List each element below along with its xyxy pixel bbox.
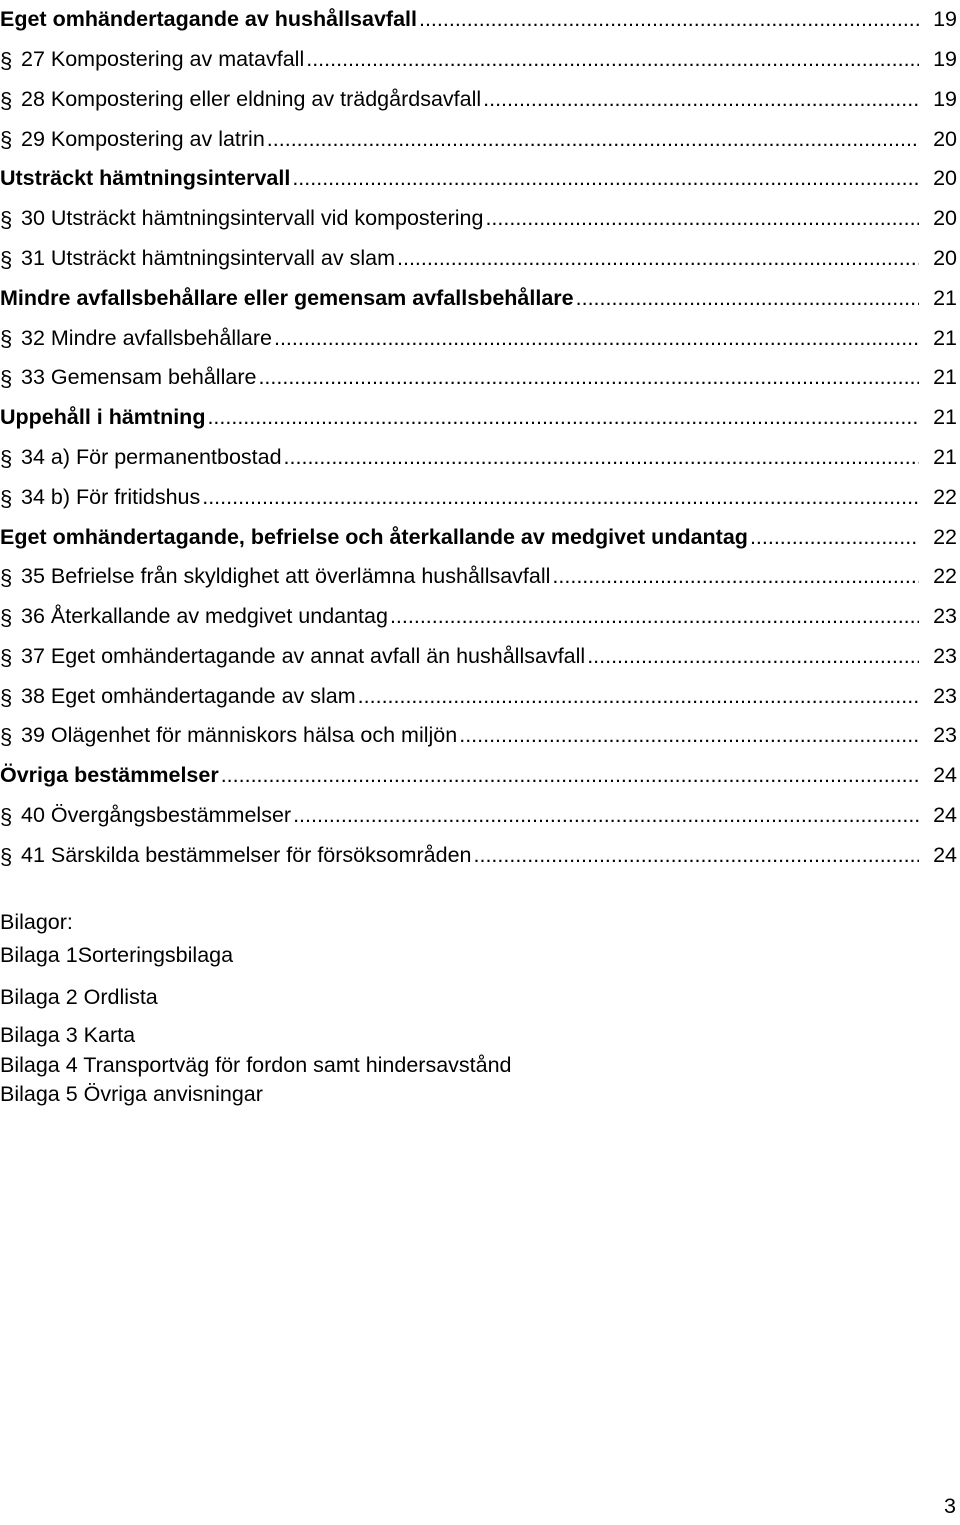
toc-entry[interactable] [0, 716, 960, 756]
toc-entry[interactable] [0, 318, 960, 358]
toc-entry-title: 34 b) För fritidshus [21, 484, 201, 509]
toc-entry-title: 29 Kompostering av latrin [21, 126, 265, 151]
toc-entry-title: 38 Eget omhändertagande av slam [21, 683, 356, 708]
toc-entry-page: 21 [933, 365, 957, 390]
toc-entry[interactable] [0, 836, 960, 876]
svg-text:§: § [0, 47, 12, 73]
toc-entry-title: Eget omhändertagande, befrielse och återkallande av medgivet undantag [0, 524, 748, 549]
toc-leader-dots [419, 9, 919, 31]
toc-leader-dots [293, 805, 919, 827]
toc-entry-page: 21 [933, 444, 957, 469]
toc-entry-title: Utsträckt hämtningsintervall [0, 166, 291, 191]
toc-leader-dots [207, 407, 919, 429]
toc-entry-title: 39 Olägenhet för människors hälsa och miljön [21, 723, 458, 748]
toc-leader-dots [292, 168, 919, 190]
toc-entry-title: 30 Utsträckt hämtningsintervall vid kompostering [21, 206, 484, 231]
toc-entry-page: 23 [933, 643, 957, 668]
toc-entry[interactable] [0, 478, 960, 518]
toc-entry-page: 21 [933, 325, 957, 350]
toc-entry-title: 40 Övergångsbestämmelser [21, 803, 292, 828]
toc-entry-page: 22 [933, 564, 957, 589]
toc-leader-dots [267, 129, 919, 151]
toc-entry-page: 21 [933, 405, 957, 430]
toc-entry-title: Eget omhändertagande av hushållsavfall [0, 7, 417, 32]
toc-entry-page: 19 [933, 46, 957, 71]
svg-text:§: § [0, 326, 12, 352]
toc-leader-dots [258, 367, 919, 389]
toc-entry[interactable] [0, 637, 960, 677]
section-sign-icon [0, 842, 12, 870]
toc-entry-page: 23 [933, 723, 957, 748]
svg-text:§: § [0, 87, 12, 113]
toc-entry-page: 19 [933, 7, 957, 32]
toc-entry-title: 37 Eget omhändertagande av annat avfall än hushållsavfall [21, 643, 586, 668]
toc-leader-dots [397, 248, 919, 270]
toc-leader-dots [576, 288, 919, 310]
toc-entry[interactable] [0, 279, 960, 319]
toc-leader-dots [552, 566, 919, 588]
toc-leader-dots [750, 527, 919, 549]
toc-entry-page: 24 [933, 842, 957, 867]
appendix-item: Bilaga 2 Ordlista [0, 985, 158, 1009]
toc-leader-dots [483, 89, 919, 111]
toc-leader-dots [485, 208, 919, 230]
toc-entry-title: 28 Kompostering eller eldning av trädgårdsavfall [21, 86, 482, 111]
svg-text:§: § [0, 366, 12, 392]
page-number: 3 [944, 1494, 956, 1518]
toc-leader-dots [587, 646, 919, 668]
toc-entry[interactable] [0, 517, 960, 557]
appendix-item: Bilaga 3 Karta [0, 1023, 136, 1047]
toc-entry[interactable] [0, 358, 960, 398]
toc-entry-page: 22 [933, 524, 957, 549]
section-sign-icon [0, 245, 12, 273]
svg-text:§: § [0, 724, 12, 750]
appendix-heading: Bilagor: [0, 910, 73, 934]
toc-leader-dots [202, 487, 919, 509]
toc-entry-page: 20 [933, 166, 957, 191]
toc-entry-page: 20 [933, 126, 957, 151]
section-sign-icon [0, 603, 12, 631]
toc-entry-title: 31 Utsträckt hämtningsintervall av slam [21, 245, 396, 270]
toc-entry[interactable] [0, 398, 960, 438]
svg-text:§: § [0, 127, 12, 153]
toc-entry-page: 20 [933, 245, 957, 270]
section-sign-icon [0, 46, 12, 74]
appendix-item: Bilaga 1Sorteringsbilaga [0, 943, 234, 967]
section-sign-icon [0, 364, 12, 392]
section-sign-icon [0, 722, 12, 750]
appendix-item: Bilaga 5 Övriga anvisningar [0, 1082, 263, 1106]
toc-leader-dots [221, 765, 919, 787]
toc-entry-page: 23 [933, 683, 957, 708]
svg-text:§: § [0, 485, 12, 511]
toc-entry-title: 32 Mindre avfallsbehållare [21, 325, 272, 350]
toc-entry[interactable] [0, 80, 960, 120]
toc-entry[interactable] [0, 239, 960, 279]
section-sign-icon [0, 484, 12, 512]
section-sign-icon [0, 444, 12, 472]
section-sign-icon [0, 802, 12, 830]
toc-entry-page: 19 [933, 86, 957, 111]
toc-entry[interactable] [0, 199, 960, 239]
toc-leader-dots [358, 686, 919, 708]
toc-entry-title: 33 Gemensam behållare [21, 365, 257, 390]
toc-entry-page: 21 [933, 285, 957, 310]
section-sign-icon [0, 205, 12, 233]
toc-leader-dots [284, 447, 919, 469]
toc-entry-title: Uppehåll i hämtning [0, 405, 206, 430]
section-sign-icon [0, 324, 12, 352]
svg-text:§: § [0, 604, 12, 630]
toc-entry-title: Mindre avfallsbehållare eller gemensam avfallsbehållare [0, 285, 574, 310]
toc-leader-dots [390, 606, 919, 628]
svg-text:§: § [0, 565, 12, 591]
toc-entry-page: 24 [933, 803, 957, 828]
toc-leader-dots [474, 845, 920, 867]
toc-entry[interactable] [0, 597, 960, 637]
svg-text:§: § [0, 445, 12, 471]
section-sign-icon [0, 643, 12, 671]
svg-text:§: § [0, 684, 12, 710]
toc-entry[interactable] [0, 119, 960, 159]
svg-text:§: § [0, 843, 12, 869]
toc-entry-title: 41 Särskilda bestämmelser för försöksområden [21, 842, 472, 867]
svg-text:§: § [0, 246, 12, 272]
toc-entry-page: 20 [933, 206, 957, 231]
svg-text:§: § [0, 803, 12, 829]
toc-entry-title: 35 Befrielse från skyldighet att överlämna hushållsavfall [21, 564, 551, 589]
toc-entry-page: 22 [933, 484, 957, 509]
section-sign-icon [0, 125, 12, 153]
section-sign-icon [0, 563, 12, 591]
toc-entry-page: 24 [933, 763, 957, 788]
toc-entry[interactable] [0, 677, 960, 717]
toc-entry-title: 27 Kompostering av matavfall [21, 46, 305, 71]
svg-text:§: § [0, 206, 12, 232]
toc-entry-title: 36 Återkallande av medgivet undantag [21, 604, 388, 629]
toc-entry[interactable] [0, 159, 960, 199]
toc-leader-dots [306, 49, 919, 71]
toc-entry-page: 23 [933, 604, 957, 629]
svg-text:§: § [0, 644, 12, 670]
toc-entry-title: 34 a) För permanentbostad [21, 444, 282, 469]
toc-entry[interactable] [0, 557, 960, 597]
toc-leader-dots [459, 725, 919, 747]
toc-entry[interactable] [0, 756, 960, 796]
appendix-item: Bilaga 4 Transportväg för fordon samt hindersavstånd [0, 1053, 512, 1077]
toc-leader-dots [274, 328, 919, 350]
section-sign-icon [0, 86, 12, 114]
toc-entry-title: Övriga bestämmelser [0, 763, 219, 788]
toc-entry[interactable] [0, 0, 960, 40]
toc-entry[interactable] [0, 438, 960, 478]
section-sign-icon [0, 683, 12, 711]
toc-entry[interactable] [0, 796, 960, 836]
toc-entry[interactable] [0, 40, 960, 80]
